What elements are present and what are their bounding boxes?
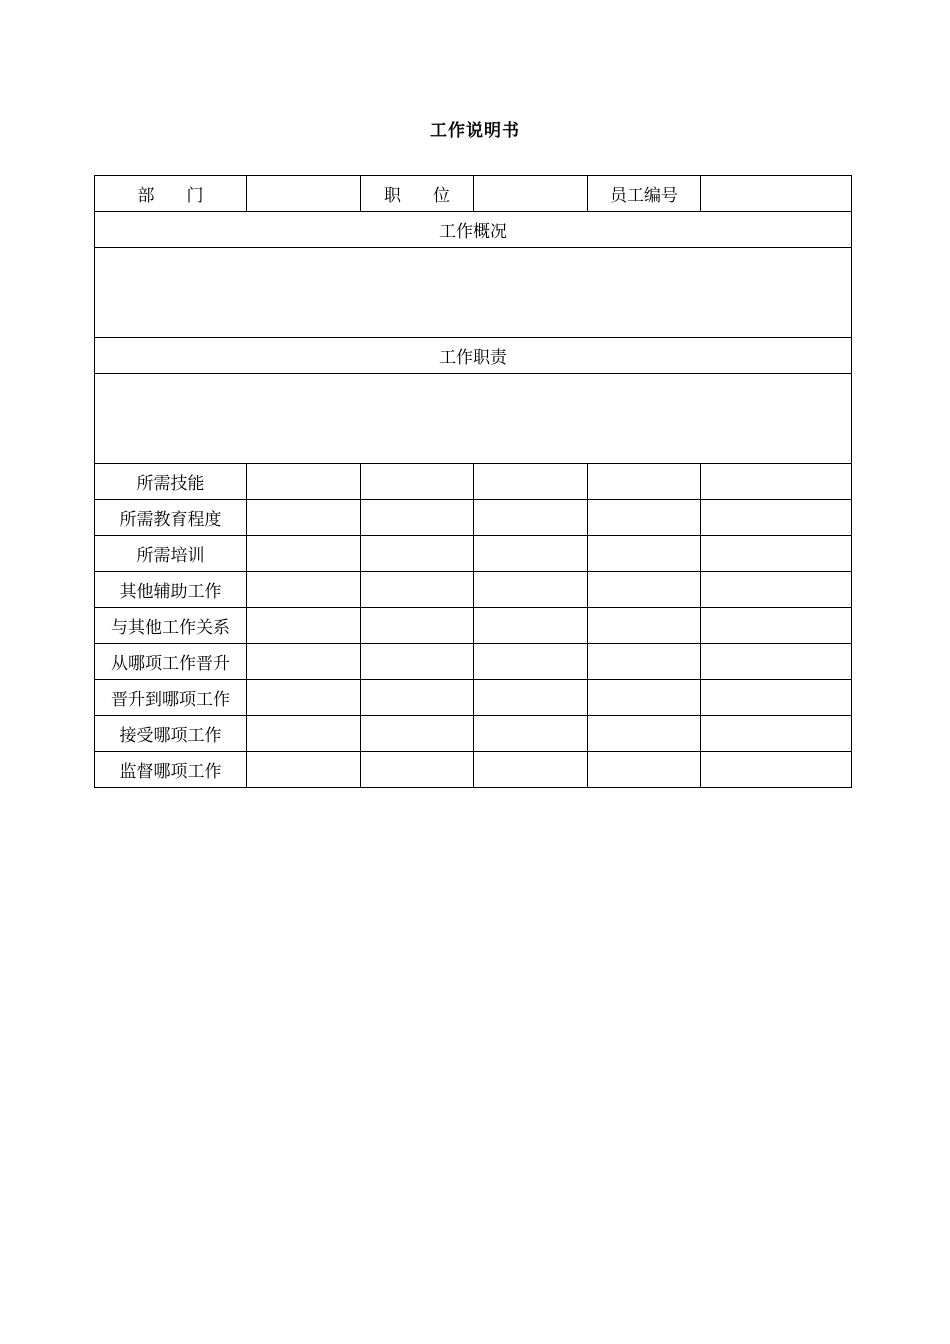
table-row <box>95 464 852 500</box>
row-value-cell[interactable] <box>361 752 474 788</box>
row-label: 所需技能 <box>95 464 247 500</box>
row-label: 晋升到哪项工作 <box>95 680 247 716</box>
row-label: 所需培训 <box>95 536 247 572</box>
row-value-cell[interactable] <box>247 752 361 788</box>
row-value-cell[interactable] <box>701 644 852 680</box>
row-value-cell[interactable] <box>361 680 474 716</box>
table-row <box>95 644 852 680</box>
employee-id-value-cell[interactable] <box>701 176 852 212</box>
department-value-cell[interactable] <box>247 176 361 212</box>
table-row <box>95 752 852 788</box>
row-value-cell[interactable] <box>701 608 852 644</box>
row-value-cell[interactable] <box>361 536 474 572</box>
row-value-cell[interactable] <box>588 752 701 788</box>
row-value-cell[interactable] <box>474 644 588 680</box>
responsibilities-heading: 工作职责 <box>95 338 852 374</box>
row-value-cell[interactable] <box>701 716 852 752</box>
table-row <box>95 500 852 536</box>
row-value-cell[interactable] <box>361 608 474 644</box>
row-value-cell[interactable] <box>361 500 474 536</box>
row-value-cell[interactable] <box>247 500 361 536</box>
row-value-cell[interactable] <box>247 644 361 680</box>
row-value-cell[interactable] <box>588 464 701 500</box>
row-label: 所需教育程度 <box>95 500 247 536</box>
row-value-cell[interactable] <box>474 608 588 644</box>
row-value-cell[interactable] <box>247 680 361 716</box>
document-title: 工作说明书 <box>430 121 520 141</box>
row-value-cell[interactable] <box>474 752 588 788</box>
row-value-cell[interactable] <box>474 680 588 716</box>
row-value-cell[interactable] <box>588 716 701 752</box>
overview-heading-row <box>95 212 852 248</box>
table-row <box>95 716 852 752</box>
row-value-cell[interactable] <box>701 464 852 500</box>
row-value-cell[interactable] <box>474 536 588 572</box>
row-value-cell[interactable] <box>247 608 361 644</box>
row-value-cell[interactable] <box>474 464 588 500</box>
position-label: 职 位 <box>361 176 474 212</box>
row-label: 从哪项工作晋升 <box>95 644 247 680</box>
overview-heading: 工作概况 <box>95 212 852 248</box>
row-value-cell[interactable] <box>361 716 474 752</box>
row-value-cell[interactable] <box>588 536 701 572</box>
row-value-cell[interactable] <box>701 536 852 572</box>
row-value-cell[interactable] <box>588 644 701 680</box>
row-value-cell[interactable] <box>247 536 361 572</box>
row-label: 其他辅助工作 <box>95 572 247 608</box>
row-label: 与其他工作关系 <box>95 608 247 644</box>
employee-id-label: 员工编号 <box>588 176 701 212</box>
row-value-cell[interactable] <box>701 500 852 536</box>
row-value-cell[interactable] <box>474 500 588 536</box>
row-value-cell[interactable] <box>701 752 852 788</box>
row-label: 接受哪项工作 <box>95 716 247 752</box>
detail-rows <box>95 464 852 788</box>
row-value-cell[interactable] <box>361 464 474 500</box>
row-value-cell[interactable] <box>588 608 701 644</box>
table-row <box>95 608 852 644</box>
row-value-cell[interactable] <box>474 572 588 608</box>
table-row <box>95 680 852 716</box>
position-value-cell[interactable] <box>474 176 588 212</box>
responsibilities-content-cell[interactable] <box>95 374 852 464</box>
responsibilities-heading-row <box>95 338 852 374</box>
table-row <box>95 572 852 608</box>
row-value-cell[interactable] <box>588 572 701 608</box>
responsibilities-content-row <box>95 374 852 464</box>
row-value-cell[interactable] <box>247 572 361 608</box>
overview-content-cell[interactable] <box>95 248 852 338</box>
row-value-cell[interactable] <box>474 716 588 752</box>
row-value-cell[interactable] <box>361 572 474 608</box>
header-row <box>95 176 852 212</box>
row-label: 监督哪项工作 <box>95 752 247 788</box>
row-value-cell[interactable] <box>701 572 852 608</box>
row-value-cell[interactable] <box>247 716 361 752</box>
row-value-cell[interactable] <box>361 644 474 680</box>
row-value-cell[interactable] <box>247 464 361 500</box>
job-description-table <box>94 175 852 788</box>
overview-content-row <box>95 248 852 338</box>
row-value-cell[interactable] <box>588 680 701 716</box>
row-value-cell[interactable] <box>588 500 701 536</box>
table-row <box>95 536 852 572</box>
department-label: 部 门 <box>95 176 247 212</box>
row-value-cell[interactable] <box>701 680 852 716</box>
